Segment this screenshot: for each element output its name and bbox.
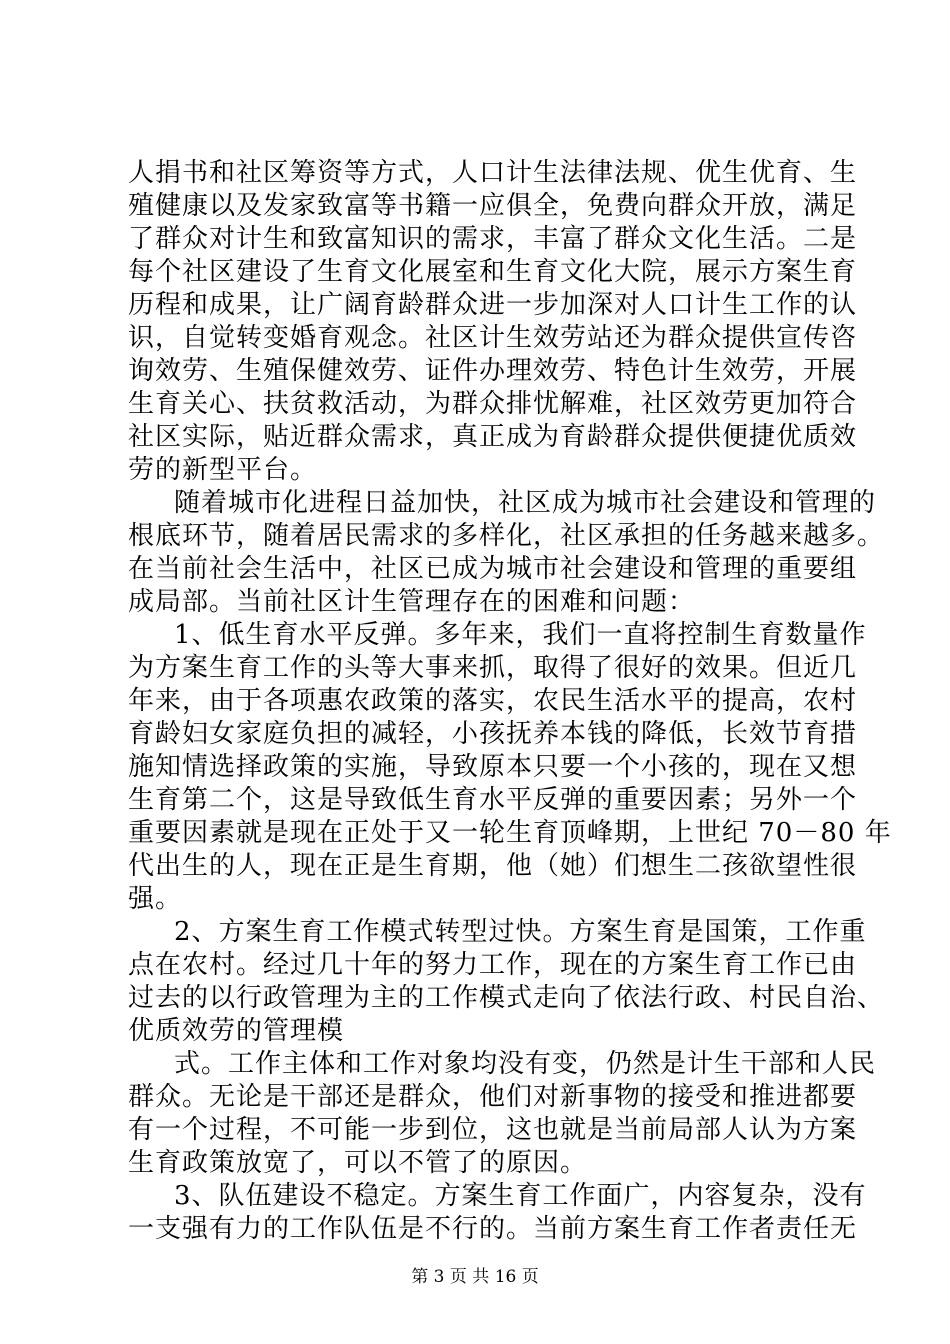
paragraph-start: 2、方案生育工作模式转型过快。方案生育是国策，工作重 bbox=[174, 917, 867, 947]
text-line: 生育政策放宽了，可以不管了的原因。 bbox=[128, 1148, 588, 1178]
paragraph-start: 3、队伍建设不稳定。方案生育工作面广，内容复杂，没有 bbox=[174, 1181, 867, 1211]
paragraph-start: 随着城市化进程日益加快，社区成为城市社会建设和管理的 bbox=[174, 488, 877, 518]
text-line: 劳的新型平台。 bbox=[128, 455, 318, 485]
text-line: 识，自觉转变婚育观念。社区计生效劳站还为群众提供宣传咨 bbox=[128, 323, 858, 353]
text-line: 代出生的人，现在正是生育期，他（她）们想生二孩欲望性很 bbox=[128, 851, 858, 881]
text-line: 施知情选择政策的实施，导致原本只要一个小孩的，现在又想 bbox=[128, 752, 858, 782]
text-line: 在当前社会生活中，社区已成为城市社会建设和管理的重要组 bbox=[128, 554, 858, 584]
text-line: 社区实际，贴近群众需求，真正成为育龄群众提供便捷优质效 bbox=[128, 422, 858, 452]
paragraph-start: 1、低生育水平反弹。多年来，我们一直将控制生育数量作 bbox=[174, 620, 867, 650]
text-line: 人捐书和社区筹资等方式，人口计生法律法规、优生优育、生 bbox=[128, 158, 858, 188]
text-line: 每个社区建设了生育文化展室和生育文化大院，展示方案生育 bbox=[128, 257, 858, 287]
text-line: 群众。无论是干部还是群众，他们对新事物的接受和推进都要 bbox=[128, 1082, 858, 1112]
text-line: 历程和成果，让广阔育龄群众进一步加深对人口计生工作的认 bbox=[128, 290, 858, 320]
text-line: 过去的以行政管理为主的工作模式走向了依法行政、村民自治、 bbox=[128, 983, 885, 1013]
text-line: 点在农村。经过几十年的努力工作，现在的方案生育工作已由 bbox=[128, 950, 858, 980]
text-line: 强。 bbox=[128, 884, 183, 914]
text-line: 根底环节，随着居民需求的多样化，社区承担的任务越来越多。 bbox=[128, 521, 885, 551]
paragraph-start: 式。工作主体和工作对象均没有变，仍然是计生干部和人民 bbox=[174, 1049, 877, 1079]
page-number: 第 3 页 共 16 页 bbox=[411, 1267, 539, 1287]
text-line: 了群众对计生和致富知识的需求，丰富了群众文化生活。二是 bbox=[128, 224, 858, 254]
text-line: 有一个过程，不可能一步到位，这也就是当前局部人认为方案 bbox=[128, 1115, 858, 1145]
text-line: 询效劳、生殖保健效劳、证件办理效劳、特色计生效劳，开展 bbox=[128, 356, 858, 386]
text-line: 生育关心、扶贫救活动，为群众排忧解难，社区效劳更加符合 bbox=[128, 389, 858, 419]
text-line: 成局部。当前社区计生管理存在的困难和问题： bbox=[128, 587, 696, 617]
text-line: 生育第二个，这是导致低生育水平反弹的重要因素；另外一个 bbox=[128, 785, 858, 815]
text-line: 育龄妇女家庭负担的减轻，小孩抚养本钱的降低，长效节育措 bbox=[128, 719, 858, 749]
text-line: 优质效劳的管理模 bbox=[128, 1016, 345, 1046]
text-line: 为方案生育工作的头等大事来抓，取得了很好的效果。但近几 bbox=[128, 653, 858, 683]
text-line: 年来，由于各项惠农政策的落实，农民生活水平的提高，农村 bbox=[128, 686, 858, 716]
text-line: 殖健康以及发家致富等书籍一应俱全，免费向群众开放，满足 bbox=[128, 191, 858, 221]
text-line: 一支强有力的工作队伍是不行的。当前方案生育工作者责任无 bbox=[128, 1214, 858, 1244]
text-line: 重要因素就是现在正处于又一轮生育顶峰期，上世纪 70－80 年 bbox=[128, 818, 892, 848]
